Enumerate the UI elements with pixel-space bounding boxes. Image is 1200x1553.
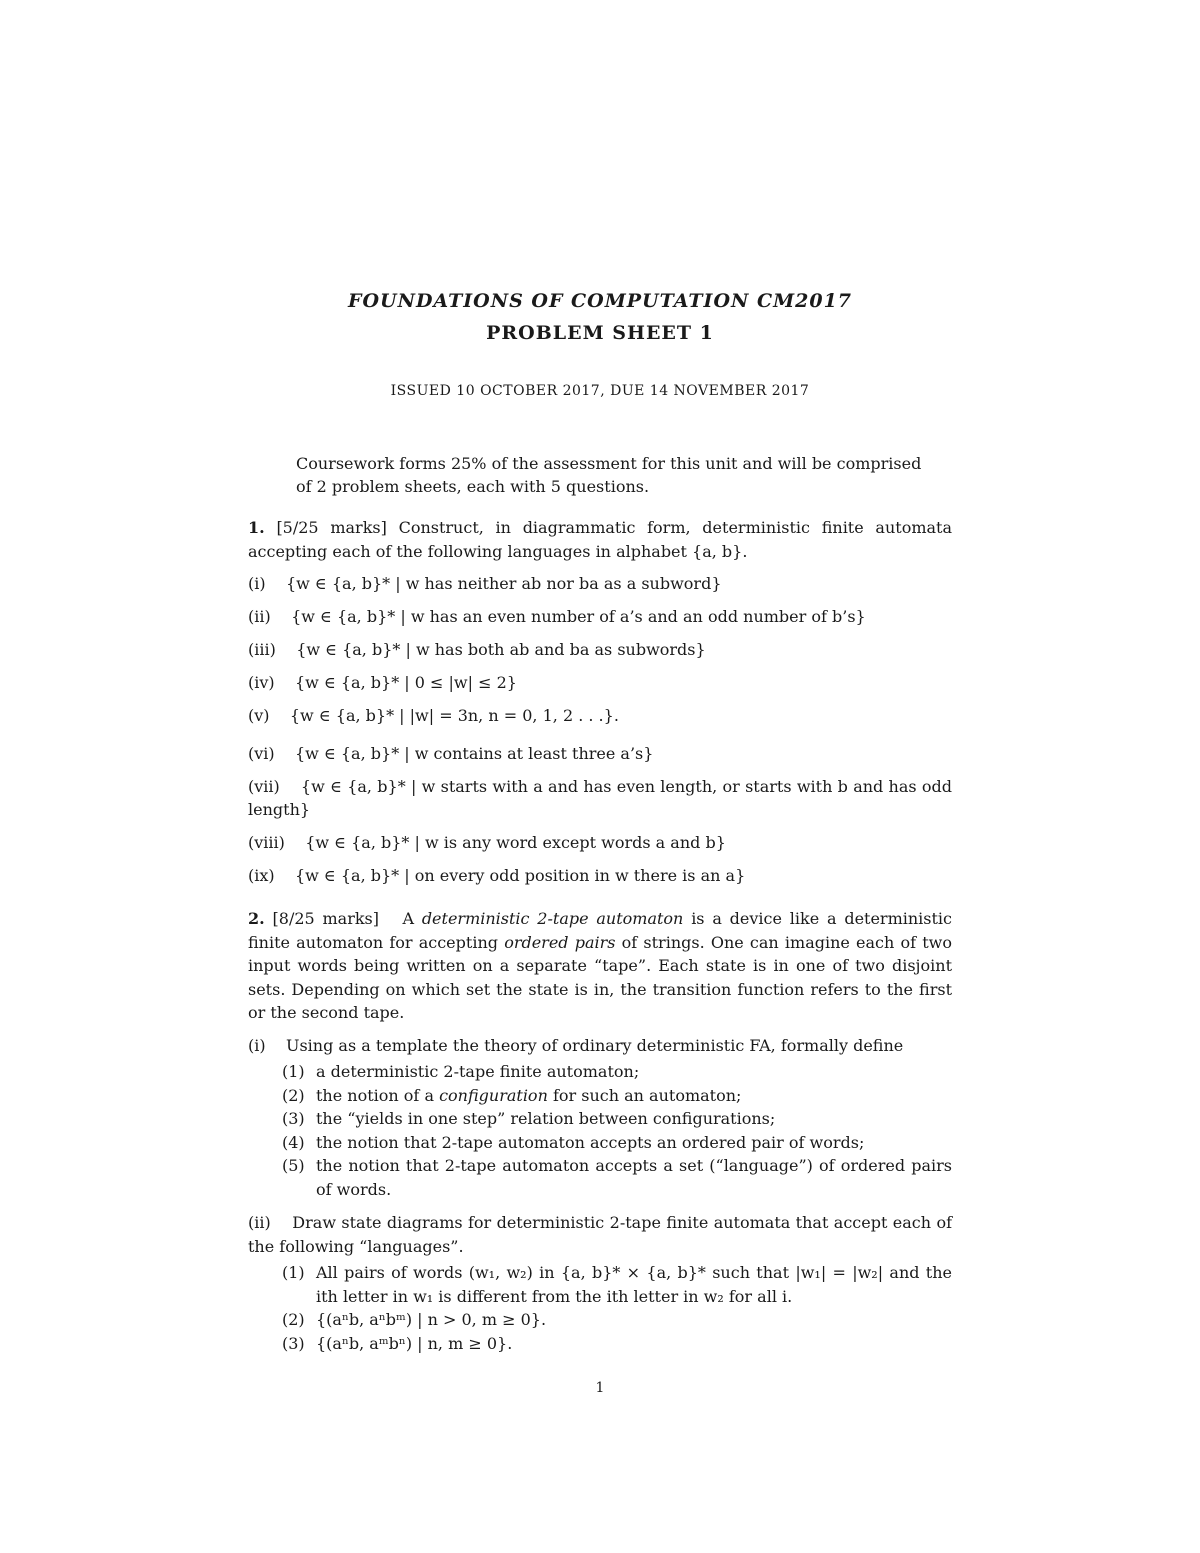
question-2-text: of strings. One can imagine each of two input words being written on a separate “tape”. Each state is in one of two disjoint sets. Depending on which set the state is in, the transition function refers to the first or the second tape. xyxy=(248,932,952,1022)
list-item xyxy=(282,1131,952,1155)
q1-item-label: (viii) xyxy=(248,833,285,852)
list-item-label: (2) xyxy=(282,1310,305,1329)
q1-item-ix xyxy=(248,864,952,888)
q1-item-text: {w ∈ {a, b}* | w has both ab and ba as subwords} xyxy=(296,640,706,659)
question-2-text: is a device like a deterministic finite automaton for accepting xyxy=(248,909,953,952)
q1-item-vi xyxy=(248,742,952,766)
list-item-text: the notion that 2-tape automaton accepts an ordered pair of words; xyxy=(316,1132,865,1152)
q1-item-label: (iv) xyxy=(248,673,275,692)
q1-item-text: {w ∈ {a, b}* | w has an even number of a’s and an odd number of b’s} xyxy=(291,607,866,626)
page-subtitle: PROBLEM SHEET 1 xyxy=(486,322,714,344)
list-item-text-part: the notion of a xyxy=(316,1085,434,1105)
q1-item-vii xyxy=(248,775,952,822)
list-item xyxy=(282,1154,952,1201)
list-item-text: the notion that 2-tape automaton accepts a set (“language”) of ordered pairs of words. xyxy=(316,1156,952,1199)
list-item-text: All pairs of words (w₁, w₂) in {a, b}* × {a, b}* such that |w₁| = |w₂| and the ith letter in w₁ is different from the ith letter in w₂ for all i. xyxy=(316,1263,952,1306)
q1-item-text: {w ∈ {a, b}* | |w| = 3n, n = 0, 1, 2 . . .}. xyxy=(289,706,619,725)
q1-item-iii xyxy=(248,638,952,662)
q1-item-label: (vii) xyxy=(248,776,280,796)
list-item xyxy=(282,1308,952,1332)
q1-item-text: {w ∈ {a, b}* | w has neither ab nor ba as a subword} xyxy=(285,574,722,593)
q2-part-i-list xyxy=(282,1060,952,1201)
issue-dates: ISSUED 10 OCTOBER 2017, DUE 14 NOVEMBER 2017 xyxy=(390,383,810,399)
list-item-label: (2) xyxy=(282,1085,305,1105)
q1-item-iv xyxy=(248,671,952,695)
q1-item-label: (ii) xyxy=(248,607,271,626)
q2-part-text: Draw state diagrams for deterministic 2-tape finite automata that accept each of the following “languages”. xyxy=(248,1213,953,1256)
list-item xyxy=(282,1084,952,1108)
question-1-text: Construct, in diagrammatic form, deterministic finite automata accepting each of the following languages in alphabet {a, b}. xyxy=(248,518,953,561)
question-2-marks: [8/25 marks] xyxy=(272,909,380,928)
q1-item-ii xyxy=(248,605,952,629)
list-item-text-part: for such an automaton; xyxy=(552,1085,742,1105)
intro-paragraph: Coursework forms 25% of the assessment for this unit and will be comprised of 2 problem sheets, each with 5 questions. xyxy=(296,454,922,496)
q2-part-ii xyxy=(248,1211,952,1355)
q1-item-v xyxy=(248,704,952,728)
question-2-text: A xyxy=(402,909,414,928)
q1-item-label: (i) xyxy=(248,574,266,593)
q1-item-text: {w ∈ {a, b}* | w starts with a and has even length, or starts with b and has odd length} xyxy=(248,776,953,819)
q1-item-text: {w ∈ {a, b}* | on every odd position in w there is an a} xyxy=(294,866,746,885)
q2-part-i xyxy=(248,1034,952,1202)
list-item-text: the “yields in one step” relation between configurations; xyxy=(316,1109,776,1128)
list-item-label: (1) xyxy=(282,1062,305,1081)
question-1-marks: [5/25 marks] xyxy=(276,518,387,537)
question-2-term: ordered pairs xyxy=(504,932,616,952)
q1-item-text: {w ∈ {a, b}* | w contains at least three a’s} xyxy=(294,743,654,763)
question-2 xyxy=(248,907,952,1025)
list-item-text: {(aⁿb, aⁿbᵐ) | n > 0, m ≥ 0}. xyxy=(316,1310,547,1329)
q2-part-text: Using as a template the theory of ordinary deterministic FA, formally define xyxy=(285,1035,904,1055)
list-item-label: (4) xyxy=(282,1132,305,1152)
list-item-label: (3) xyxy=(282,1333,305,1353)
question-2-number: 2. xyxy=(248,909,265,928)
q1-item-viii xyxy=(248,831,952,855)
q2-part-ii-list xyxy=(282,1261,952,1355)
list-item-term: configuration xyxy=(439,1085,548,1105)
q1-item-label: (v) xyxy=(248,706,270,725)
list-item-text: a deterministic 2-tape finite automaton; xyxy=(316,1062,640,1081)
q1-item-label: (ix) xyxy=(248,866,275,885)
questions xyxy=(248,516,952,1355)
q2-part-label: (ii) xyxy=(248,1213,271,1232)
q1-item-label: (iii) xyxy=(248,640,276,659)
question-2-term: deterministic 2-tape automaton xyxy=(421,909,684,928)
list-item xyxy=(282,1332,952,1356)
list-item xyxy=(282,1060,952,1084)
list-item-text: {(aⁿb, aᵐbⁿ) | n, m ≥ 0}. xyxy=(316,1333,513,1353)
list-item-label: (1) xyxy=(282,1263,305,1282)
list-item-label: (5) xyxy=(282,1156,305,1175)
question-1-number: 1. xyxy=(248,518,265,537)
list-item xyxy=(282,1107,952,1131)
q1-item-text: {w ∈ {a, b}* | 0 ≤ |w| ≤ 2} xyxy=(294,673,517,692)
list-item-text xyxy=(316,1084,952,1108)
list-item xyxy=(282,1261,952,1308)
page-number: 1 xyxy=(595,1380,605,1396)
q1-item-i xyxy=(248,572,952,596)
question-1 xyxy=(248,516,952,563)
q2-part-label: (i) xyxy=(248,1035,266,1055)
page-title: FOUNDATIONS OF COMPUTATION CM2017 xyxy=(347,290,853,312)
q1-item-label: (vi) xyxy=(248,743,275,763)
q1-item-text: {w ∈ {a, b}* | w is any word except words a and b} xyxy=(305,833,726,852)
list-item-label: (3) xyxy=(282,1109,305,1128)
